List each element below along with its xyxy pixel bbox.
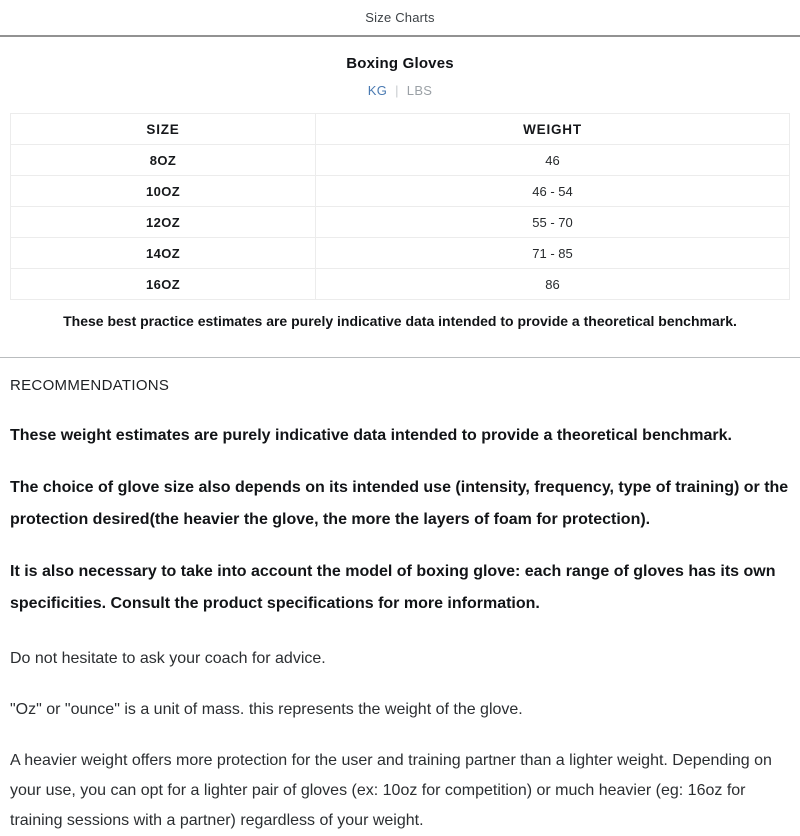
size-value: 8OZ	[11, 145, 316, 176]
table-row	[11, 176, 790, 207]
table-disclaimer-note: These best practice estimates are purely indicative data intended to provide a theoretical benchmark.	[63, 313, 737, 329]
recommendation-paragraph: It is also necessary to take into account the model of boxing glove: each range of gloves has its own specificities. Consult the product specifications for more information.	[10, 563, 776, 612]
weight-value: 55 - 70	[316, 207, 790, 238]
table-row	[11, 145, 790, 176]
size-value: 16OZ	[11, 269, 316, 300]
table-header-row	[11, 114, 790, 145]
size-charts-header	[0, 0, 800, 37]
recommendations-heading: RECOMMENDATIONS	[10, 377, 170, 394]
weight-value: 46 - 54	[316, 176, 790, 207]
weight-value: 86	[316, 269, 790, 300]
unit-toggle	[0, 83, 800, 98]
table-row	[11, 269, 790, 300]
recommendation-paragraph: These weight estimates are purely indicative data intended to provide a theoretical benchmark.	[10, 427, 732, 444]
weight-value: 71 - 85	[316, 238, 790, 269]
column-header-weight: WEIGHT	[316, 114, 790, 145]
table-row	[11, 238, 790, 269]
recommendation-paragraph: A heavier weight offers more protection for the user and training partner than a lighter weight. Depending on your use, you can opt for a lighter pair of gloves (ex: 10oz for competition) or much heavier (eg: 16oz for training sessions with a partner) regardless of your weight.	[10, 752, 772, 829]
table-row	[11, 207, 790, 238]
unit-lbs-button[interactable]: LBS	[406, 83, 433, 98]
size-value: 12OZ	[11, 207, 316, 238]
unit-kg-button[interactable]: KG	[367, 83, 388, 98]
section-divider	[0, 357, 800, 358]
page-title: Size Charts	[365, 10, 435, 25]
chart-title: Boxing Gloves	[346, 55, 454, 72]
recommendation-paragraph: "Oz" or "ounce" is a unit of mass. this represents the weight of the glove.	[10, 701, 523, 718]
unit-separator: |	[395, 83, 399, 98]
weight-value: 46	[316, 145, 790, 176]
recommendation-paragraph: Do not hesitate to ask your coach for advice.	[10, 650, 326, 667]
size-value: 10OZ	[11, 176, 316, 207]
recommendation-paragraph: The choice of glove size also depends on its intended use (intensity, frequency, type of training) or the protection desired(the heavier the glove, the more the layers of foam for protection).	[10, 479, 789, 528]
size-chart-table	[10, 113, 790, 300]
column-header-size: SIZE	[11, 114, 316, 145]
size-value: 14OZ	[11, 238, 316, 269]
